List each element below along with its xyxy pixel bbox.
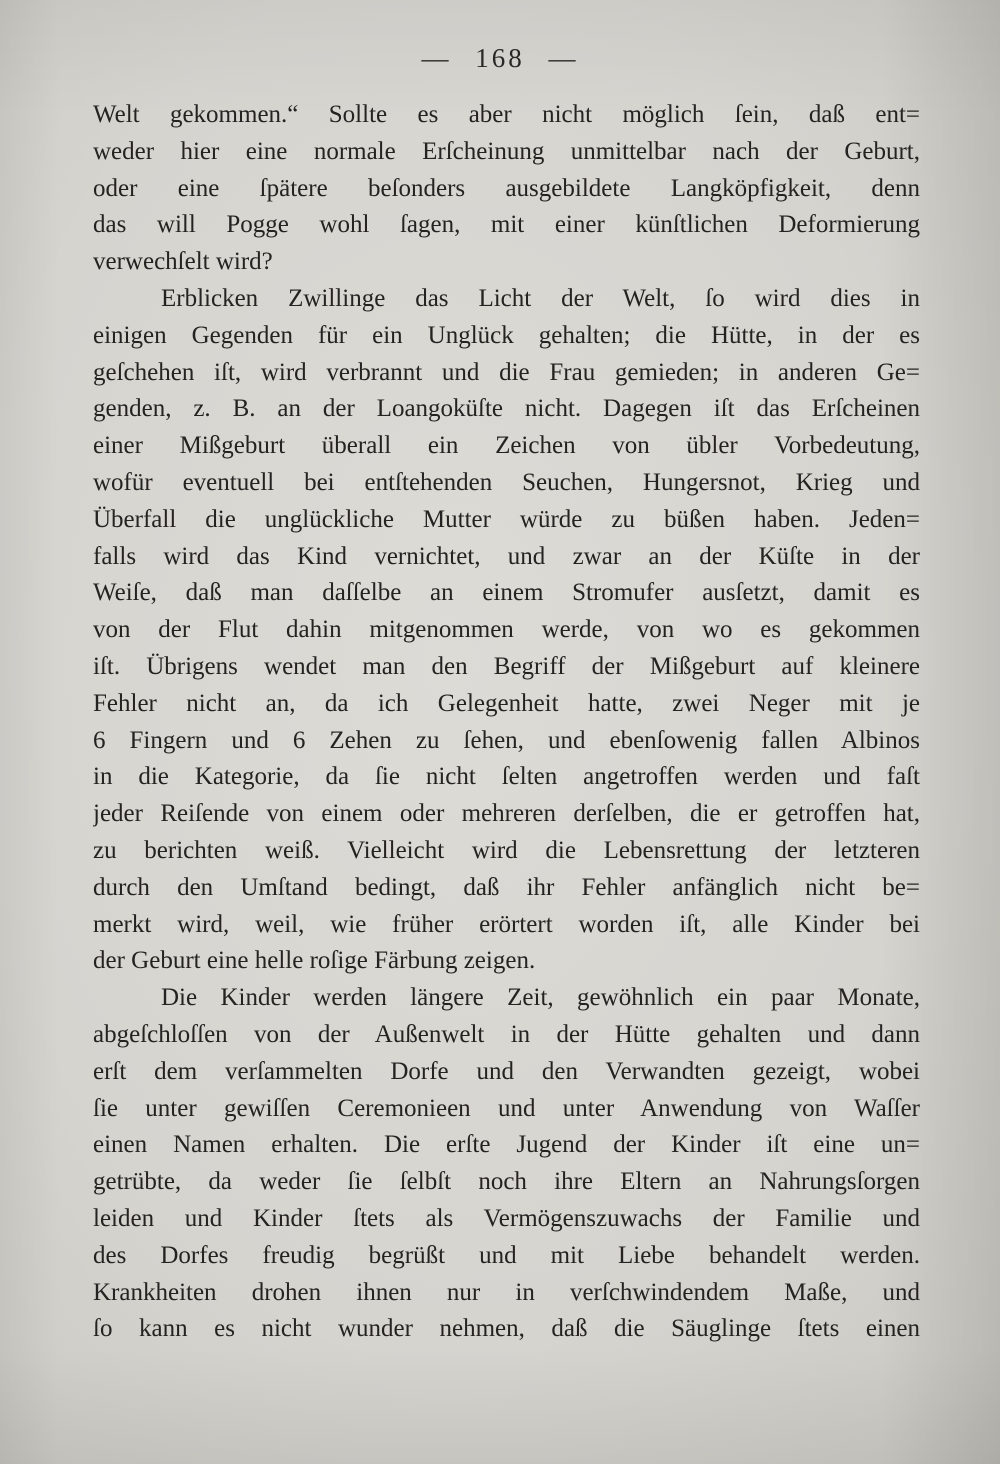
text-line: ſie unter gewiſſen Ceremonieen und unter Anwendung von Waſſer <box>93 1094 920 1122</box>
page-number: — 168 — <box>421 43 579 73</box>
text-line: das will Pogge wohl ſagen, mit einer künſtlichen Deformierung <box>93 211 920 239</box>
text-line: iſt. Übrigens wendet man den Begriff der Mißgeburt auf kleinere <box>93 652 920 680</box>
text-line: durch den Umſtand bedingt, daß ihr Fehler anfänglich nicht be= <box>93 873 920 901</box>
text-line: genden, z. B. an der Loangoküſte nicht. Dagegen iſt das Erſcheinen <box>93 395 920 423</box>
text-line: leiden und Kinder ſtets als Vermögenszuwachs der Familie und <box>93 1204 920 1232</box>
paragraph <box>93 97 920 281</box>
text-line: Weiſe, daß man daſſelbe an einem Stromufer ausſetzt, damit es <box>93 579 920 607</box>
paragraph <box>93 281 920 980</box>
text-line: Überfall die unglückliche Mutter würde zu büßen haben. Jeden= <box>93 505 920 533</box>
text-line: oder eine ſpätere beſonders ausgebildete Langköpfigkeit, denn <box>93 174 920 202</box>
text-line: falls wird das Kind vernichtet, und zwar an der Küſte in der <box>93 542 920 570</box>
text-line: geſchehen iſt, wird verbrannt und die Frau gemieden; in anderen Ge= <box>93 358 920 386</box>
text-line: einen Namen erhalten. Die erſte Jugend der Kinder iſt eine un= <box>93 1131 920 1159</box>
paragraph <box>93 980 920 1348</box>
body-text <box>93 97 920 1348</box>
text-line: Erblicken Zwillinge das Licht der Welt, ſo wird dies in <box>161 284 920 312</box>
text-line: weder hier eine normale Erſcheinung unmittelbar nach der Geburt, <box>93 137 920 165</box>
text-line: einigen Gegenden für ein Unglück gehalten; die Hütte, in der es <box>93 321 920 349</box>
text-line: merkt wird, weil, wie früher erörtert worden iſt, alle Kinder bei <box>93 910 920 938</box>
text-line: erſt dem verſammelten Dorfe und den Verwandten gezeigt, wobei <box>93 1057 920 1085</box>
text-line: 6 Fingern und 6 Zehen zu ſehen, und ebenſowenig fallen Albinos <box>93 726 920 754</box>
text-line: abgeſchloſſen von der Außenwelt in der Hütte gehalten und dann <box>93 1020 920 1048</box>
text-line: der Geburt eine helle roſige Färbung zeigen. <box>93 947 536 975</box>
text-line: wofür eventuell bei entſtehenden Seuchen, Hungersnot, Krieg und <box>93 468 920 496</box>
text-line: Krankheiten drohen ihnen nur in verſchwindendem Maße, und <box>93 1278 920 1306</box>
text-line: Die Kinder werden längere Zeit, gewöhnlich ein paar Monate, <box>161 984 920 1012</box>
text-line: Welt gekommen.“ Sollte es aber nicht möglich ſein, daß ent= <box>93 101 920 128</box>
text-line: verwechſelt wird? <box>93 248 273 276</box>
text-line: einer Mißgeburt überall ein Zeichen von übler Vorbedeutung, <box>93 432 920 460</box>
text-line: getrübte, da weder ſie ſelbſt noch ihre Eltern an Nahrungsſorgen <box>93 1168 920 1196</box>
text-line: in die Kategorie, da ſie nicht ſelten angetroffen werden und faſt <box>93 763 920 791</box>
text-line: von der Flut dahin mitgenommen werde, von wo es gekommen <box>93 616 920 644</box>
text-line: des Dorfes freudig begrüßt und mit Liebe behandelt werden. <box>93 1241 920 1269</box>
text-line: zu berichten weiß. Vielleicht wird die Lebensrettung der letzteren <box>93 836 920 864</box>
text-line: jeder Reiſende von einem oder mehreren derſelben, die er getroffen hat, <box>93 800 920 828</box>
text-line: Fehler nicht an, da ich Gelegenheit hatte, zwei Neger mit je <box>93 689 920 717</box>
text-line: ſo kann es nicht wunder nehmen, daß die Säuglinge ſtets einen <box>93 1315 920 1343</box>
